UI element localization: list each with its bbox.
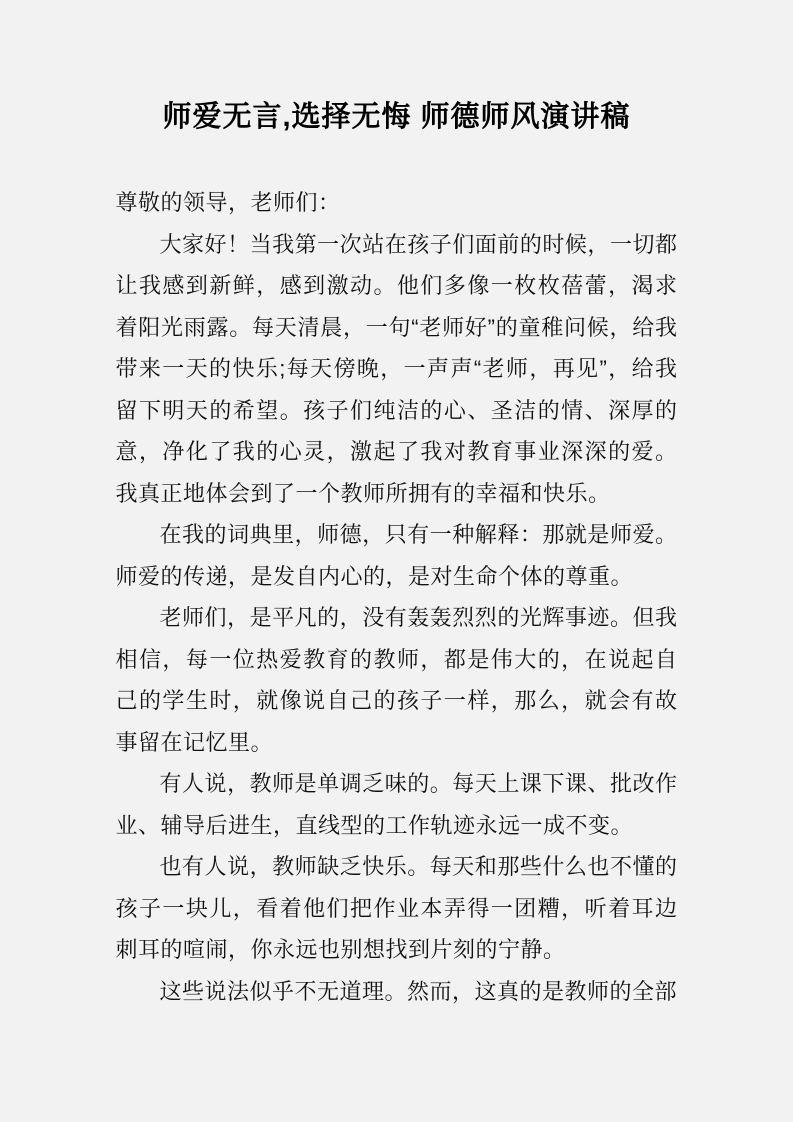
paragraph: 在我的词典里，师德，只有一种解释：那就是师爱。师爱的传递，是发自内心的，是对生命个体的尊重。 (115, 522, 678, 589)
paragraph: 这些说法似乎不无道理。然而，这真的是教师的全部 (159, 978, 678, 1004)
paragraph: 大家好！当我第一次站在孩子们面前的时候，一切都让我感到新鲜，感到激动。他们多像一枚枚蓓蕾，渴求着阳光雨露。每天清晨，一句“老师好”的童稚问候，给我带来一天的快乐;每天傍晚，一声声“老师，再见”，给我留下明天的希望。孩子们纯洁的心、圣洁的情、深厚的意，净化了我的心灵，激起了我对教育事业深深的爱。我真正地体会到了一个教师所拥有的幸福和快乐。 (115, 231, 678, 506)
paragraph-greeting: 尊敬的领导，老师们： (115, 190, 341, 215)
paragraph: 也有人说，教师缺乏快乐。每天和那些什么也不懂的孩子一块儿，看着他们把作业本弄得一团糟，听着耳边刺耳的喧闹，你永远也别想找到片刻的宁静。 (115, 854, 678, 962)
page-title: 师爱无言,选择无悔 师德师风演讲稿 (162, 101, 631, 133)
document-body (116, 182, 678, 1012)
paragraph: 有人说，教师是单调乏味的。每天上课下课、批改作业、辅导后进生，直线型的工作轨迹永远一成不变。 (115, 771, 678, 838)
paragraph: 老师们，是平凡的，没有轰轰烈烈的光辉事迹。但我相信，每一位热爱教育的教师，都是伟大的，在说起自己的学生时，就像说自己的孩子一样，那么，就会有故事留在记忆里。 (115, 605, 678, 755)
